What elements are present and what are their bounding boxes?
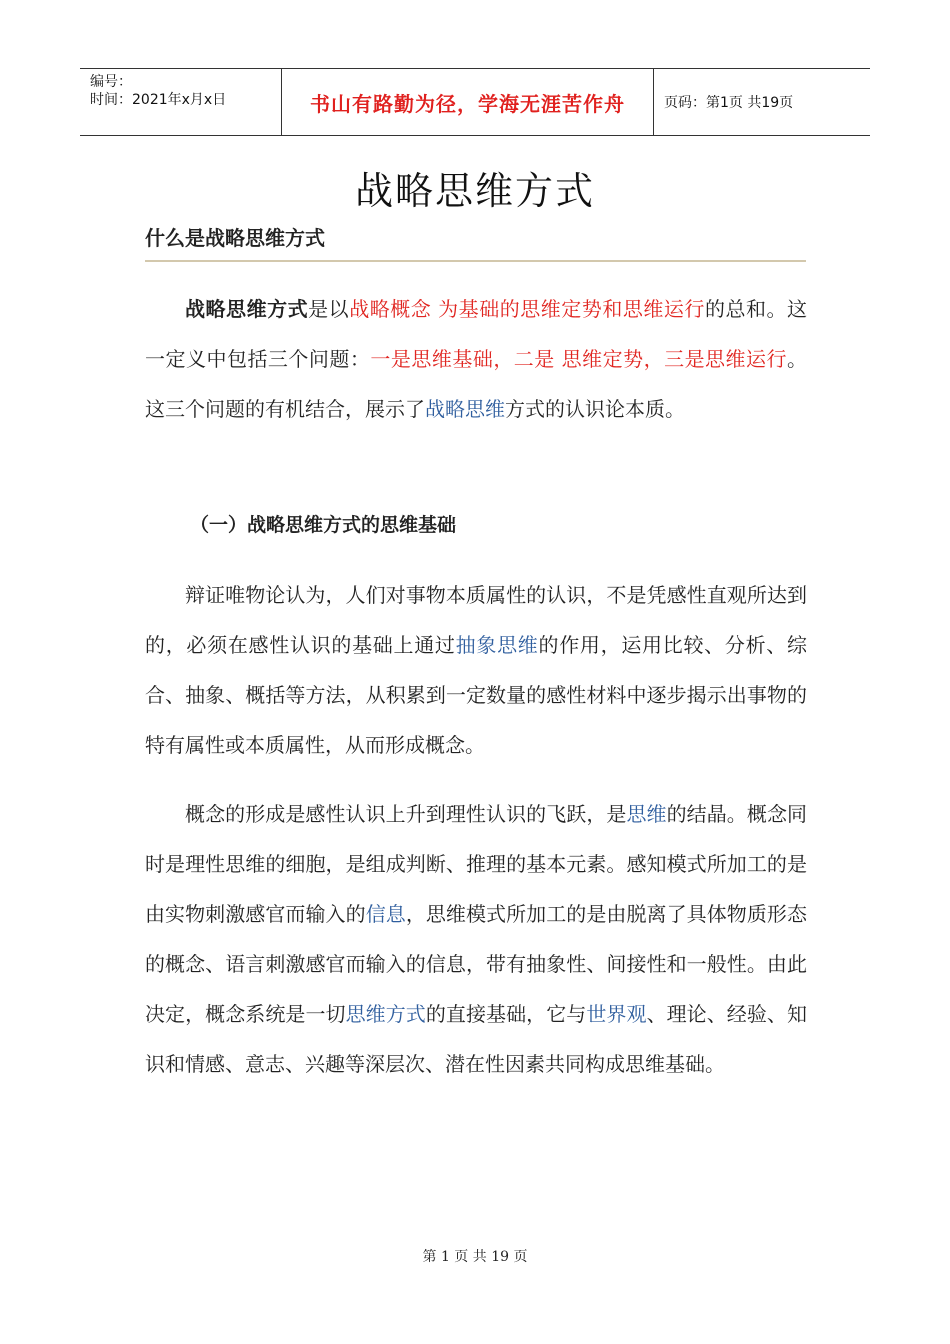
text-segment: 辩证唯物论认为，人们对事物本质属性的认识，不是凭感性直观所达到的，必须在感性认识的基础上通过 bbox=[145, 583, 807, 657]
link-strategic-thinking[interactable]: 战略思维 bbox=[425, 397, 505, 421]
document-title: 战略思维方式 bbox=[354, 169, 595, 213]
page-info: 页码：第1页 共19页 bbox=[664, 95, 794, 111]
link-information[interactable]: 信息 bbox=[365, 902, 406, 926]
link-strategic-concept[interactable]: 战略概念 为基础的思维定势和思维运行 bbox=[349, 297, 705, 321]
header-page-cell bbox=[654, 69, 870, 135]
link-abstract-thinking[interactable]: 抽象思维 bbox=[455, 633, 539, 657]
divider bbox=[145, 260, 806, 262]
header-motto-cell bbox=[281, 69, 654, 135]
page-footer: 第 1 页 共 19 页 bbox=[422, 1249, 528, 1265]
text-segment: ，思维模式所加工的是由脱离了具体物质形态的概念、语言刺激感官而输入的信息，带有抽象性、间接性和一般性。由此决定，概念系统是一切 bbox=[145, 902, 807, 1026]
text-segment: 是以 bbox=[308, 297, 350, 321]
link-worldview[interactable]: 世界观 bbox=[586, 1002, 647, 1026]
text-segment: 的结晶。概念同时是理性思维的细胞，是组成判断、推理的基本元素。感知模式所加工的是由实物刺激感官而输入的 bbox=[145, 802, 808, 926]
header-meta-cell bbox=[80, 69, 281, 135]
section-heading-1: （一）战略思维方式的思维基础 bbox=[190, 514, 457, 536]
text-segment: 、理论、经验、知识和情感、意志、兴趣等深层次、潜在性因素共同构成思维基础。 bbox=[145, 1002, 807, 1076]
link-thinking[interactable]: 思维 bbox=[626, 802, 667, 826]
highlight-three-issues: 一是思维基础，二是 思维定势，三是思维运行 bbox=[370, 347, 788, 371]
text-segment: 的直接基础，它与 bbox=[425, 1002, 587, 1026]
text-segment: 概念的形成是感性认识上升到理性认识的飞跃，是 bbox=[185, 802, 627, 826]
number-label: 编号： bbox=[90, 74, 132, 90]
term-strategic-thinking-mode: 战略思维方式 bbox=[185, 297, 309, 321]
time-label: 时间：2021年x月x日 bbox=[90, 92, 227, 108]
motto: 书山有路勤为径，学海无涯苦作舟 bbox=[310, 91, 625, 116]
text-segment: 方式的认识论本质。 bbox=[505, 397, 685, 421]
paragraph-2 bbox=[145, 570, 807, 770]
paragraph-3 bbox=[145, 789, 807, 1089]
text-segment: 。这三个问题的有机结合，展示了 bbox=[145, 347, 808, 421]
paragraph-1 bbox=[145, 284, 807, 434]
text-segment: 的作用，运用比较、分析、综合、抽象、概括等方法，从积累到一定数量的感性材料中逐步揭示出事物的特有属性或本质属性，从而形成概念。 bbox=[145, 633, 808, 757]
text-segment: 的总和。这一定义中包括三个问题： bbox=[145, 297, 808, 371]
header-table bbox=[80, 68, 870, 136]
document-subtitle: 什么是战略思维方式 bbox=[145, 226, 325, 250]
link-thinking-mode[interactable]: 思维方式 bbox=[345, 1002, 426, 1026]
